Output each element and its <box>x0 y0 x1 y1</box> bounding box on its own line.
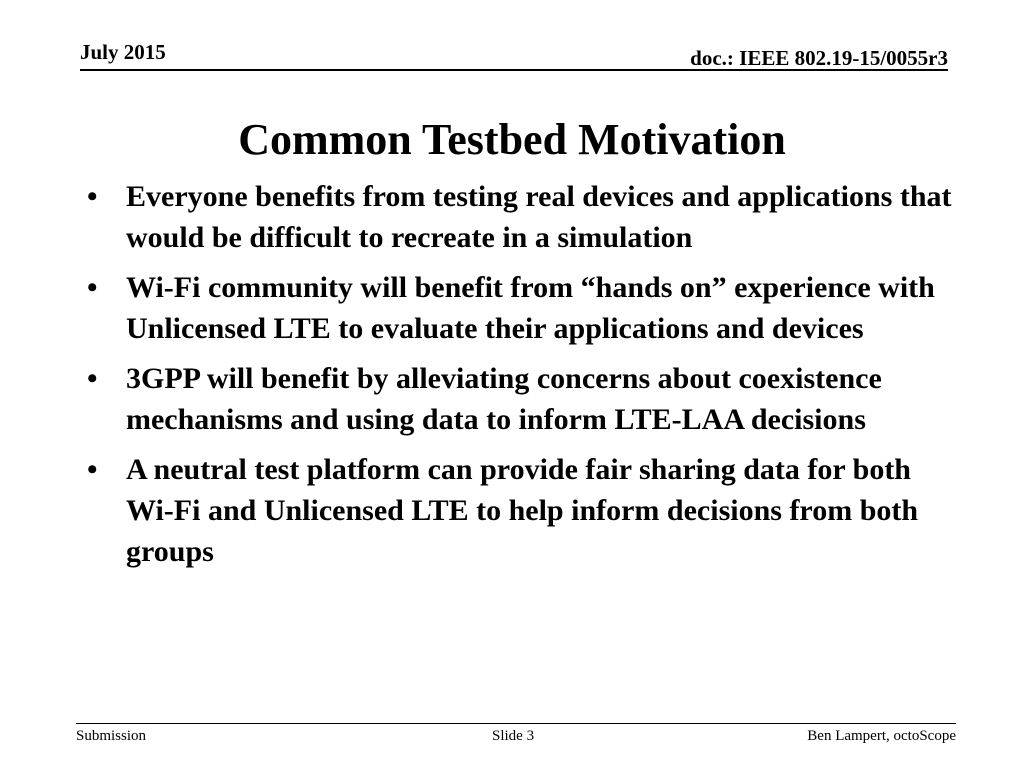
footer-divider <box>76 723 956 724</box>
header-document-id: doc.: IEEE 802.19-15/0055r3 <box>690 46 948 70</box>
bullet-item <box>80 449 960 572</box>
footer-slide-number: Slide 3 <box>492 728 535 744</box>
footer-submission: Submission <box>76 728 147 744</box>
bullet-list <box>80 176 960 581</box>
slide-title: Common Testbed Motivation <box>238 115 786 164</box>
bullet-icon: • <box>87 453 98 486</box>
bullet-text: Everyone benefits from testing real devices and applications that would be difficult to recreate in a simulation <box>126 180 952 254</box>
header-date: July 2015 <box>80 40 166 64</box>
bullet-text: 3GPP will benefit by alleviating concerns about coexistence mechanisms and using data to inform LTE-LAA decisions <box>126 362 882 436</box>
bullet-item <box>80 358 960 440</box>
bullet-text: A neutral test platform can provide fair sharing data for both Wi-Fi and Unlicensed LTE to help inform decisions from both groups <box>126 453 919 568</box>
bullet-icon: • <box>87 362 98 395</box>
bullet-icon: • <box>87 271 98 304</box>
bullet-item <box>80 176 960 258</box>
bullet-text: Wi-Fi community will benefit from “hands on” experience with Unlicensed LTE to evaluate their applications and devices <box>126 271 935 345</box>
bullet-icon: • <box>87 180 98 213</box>
header-divider <box>80 69 948 71</box>
footer-author: Ben Lampert, octoScope <box>807 728 956 744</box>
bullet-item <box>80 267 960 349</box>
